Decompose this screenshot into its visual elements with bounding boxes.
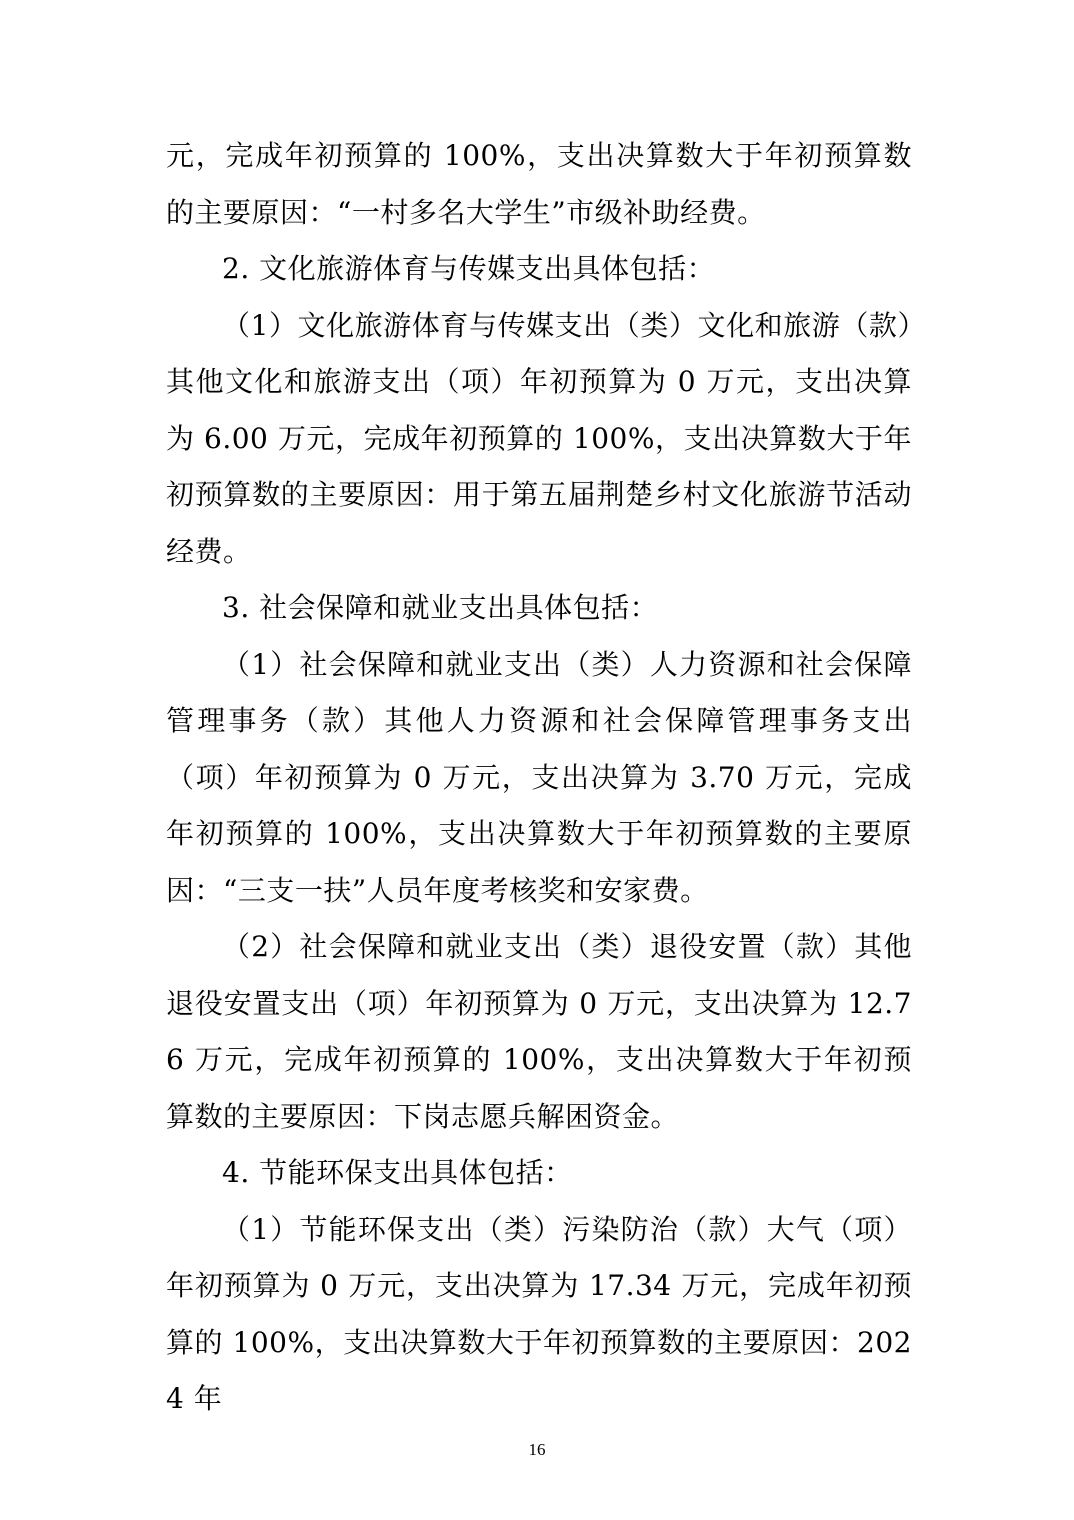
page-number: 16 <box>528 1440 546 1459</box>
section-heading-culture: 2. 文化旅游体育与传媒支出具体包括： <box>222 252 716 285</box>
body-text <box>166 128 912 1428</box>
paragraph-energy-item-1: （1）节能环保支出（类）污染防治（款）大气（项）年初预算为 0 万元，支出决算为 17.34 万元，完成年初预算的 100%，支出决算数大于年初预算数的主要原因：2024 年 <box>166 1212 912 1415</box>
paragraph-social-security-item-2: （2）社会保障和就业支出（类）退役安置（款）其他退役安置支出（项）年初预算为 0 万元，支出决算为 12.76 万元，完成年初预算的 100%，支出决算数大于年初预算数的主要原因：下岗志愿兵解困资金。 <box>166 930 912 1133</box>
paragraph-culture-item-1: （1）文化旅游体育与传媒支出（类）文化和旅游（款）其他文化和旅游支出（项）年初预算为 0 万元，支出决算为 6.00 万元，完成年初预算的 100%，支出决算数大于年初预算数的主要原因：用于第五届荆楚乡村文化旅游节活动经费。 <box>166 308 912 568</box>
section-heading-energy: 4. 节能环保支出具体包括： <box>222 1156 573 1189</box>
paragraph-continuation: 元，完成年初预算的 100%，支出决算数大于年初预算数的主要原因：“一村多名大学生”市级补助经费。 <box>166 139 912 229</box>
paragraph-social-security-item-1: （1）社会保障和就业支出（类）人力资源和社会保障管理事务（款）其他人力资源和社会保障管理事务支出（项）年初预算为 0 万元，支出决算为 3.70 万元，完成年初预算的 100%，支出决算数大于年初预算数的主要原因：“三支一扶”人员年度考核奖和安家费。 <box>166 647 912 907</box>
section-heading-social-security: 3. 社会保障和就业支出具体包括： <box>222 591 659 624</box>
